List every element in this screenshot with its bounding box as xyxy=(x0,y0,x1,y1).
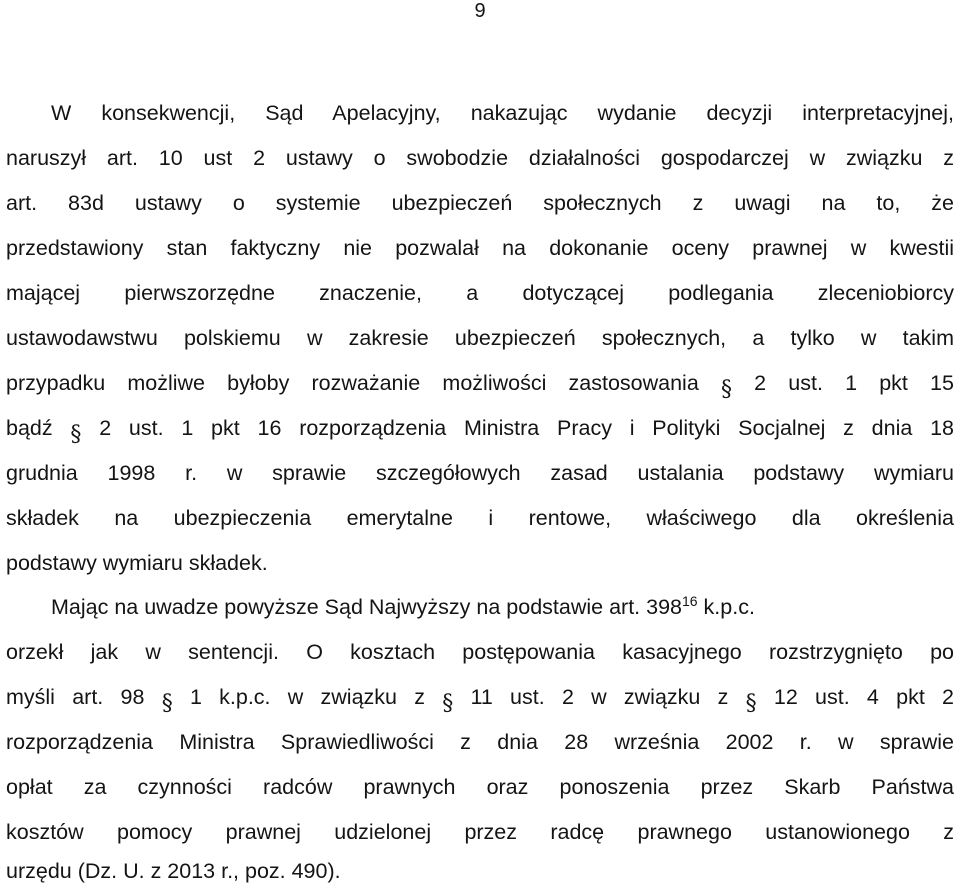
paragraph-1-line-6: ustawodawstwu polskiemu w zakresie ubezpieczeń społecznych, a tylko w takim xyxy=(6,326,954,350)
paragraph-1-line-1: W konsekwencji, Sąd Apelacyjny, nakazując wydanie decyzji interpretacyjnej, xyxy=(51,101,954,125)
line-7-text-a: przypadku możliwe byłoby rozważanie możliwości zastosowania xyxy=(6,371,699,395)
paragraph-1-line-10: składek na ubezpieczenia emerytalne i rentowe, właściwego dla określenia xyxy=(6,506,954,530)
line-7-text-b: 2 ust. 1 pkt 15 xyxy=(754,371,954,395)
line-3-text-b: 1 k.p.c. w związku z xyxy=(189,685,425,709)
superscript: 16 xyxy=(682,592,698,609)
paragraph-1-line-5: mającej pierwszorzędne znaczenie, a dotyczącej podlegania zleceniobiorcy xyxy=(6,281,954,305)
paragraph-2-line-6: kosztów pomocy prawnej udzielonej przez radcę prawnego ustanowionego z xyxy=(6,820,954,844)
section-symbol: § xyxy=(70,422,82,447)
paragraph-1-line-4: przedstawiony stan faktyczny nie pozwalał na dokonanie oceny prawnej w kwestii xyxy=(6,236,954,260)
section-symbol: § xyxy=(745,691,757,716)
line-3-text-c: 11 ust. 2 w związku z xyxy=(470,685,729,709)
line-3-text-d: 12 ust. 4 pkt 2 xyxy=(773,685,955,709)
paragraph-1-line-2: naruszył art. 10 ust 2 ustawy o swobodzie działalności gospodarczej w związku z xyxy=(6,146,954,170)
section-symbol: § xyxy=(161,691,173,716)
paragraph-2-line-4: rozporządzenia Ministra Sprawiedliwości z dnia 28 września 2002 r. w sprawie xyxy=(6,730,954,754)
section-symbol: § xyxy=(442,691,454,716)
line-1-text-a: Mając na uwadze powyższe Sąd Najwyższy na podstawie art. 398 xyxy=(51,595,682,619)
line-8-text-a: bądź xyxy=(6,416,53,440)
line-1-text-b: k.p.c. xyxy=(697,595,755,619)
line-3-text-a: myśli art. 98 xyxy=(6,685,145,709)
paragraph-2-line-7: urzędu (Dz. U. z 2013 r., poz. 490). xyxy=(6,859,341,883)
paragraph-1-line-9: grudnia 1998 r. w sprawie szczegółowych zasad ustalania podstawy wymiaru xyxy=(6,461,954,485)
section-symbol: § xyxy=(720,377,732,402)
paragraph-1-line-3: art. 83d ustawy o systemie ubezpieczeń społecznych z uwagi na to, że xyxy=(6,191,954,215)
line-8-text-b: 2 ust. 1 pkt 16 rozporządzenia Ministra Pracy i Polityki Socjalnej z dnia 18 xyxy=(99,416,954,440)
paragraph-2-line-2: orzekł jak w sentencji. O kosztach postępowania kasacyjnego rozstrzygnięto po xyxy=(6,640,954,664)
paragraph-2-line-3 xyxy=(6,684,955,716)
paragraph-1-line-7 xyxy=(6,370,954,402)
paragraph-1-line-8 xyxy=(6,415,954,447)
paragraph-1-line-11: podstawy wymiaru składek. xyxy=(6,551,268,575)
page-number: 9 xyxy=(474,0,486,22)
paragraph-2-line-1 xyxy=(51,594,954,620)
paragraph-2-line-5: opłat za czynności radców prawnych oraz ponoszenia przez Skarb Państwa xyxy=(6,775,954,799)
